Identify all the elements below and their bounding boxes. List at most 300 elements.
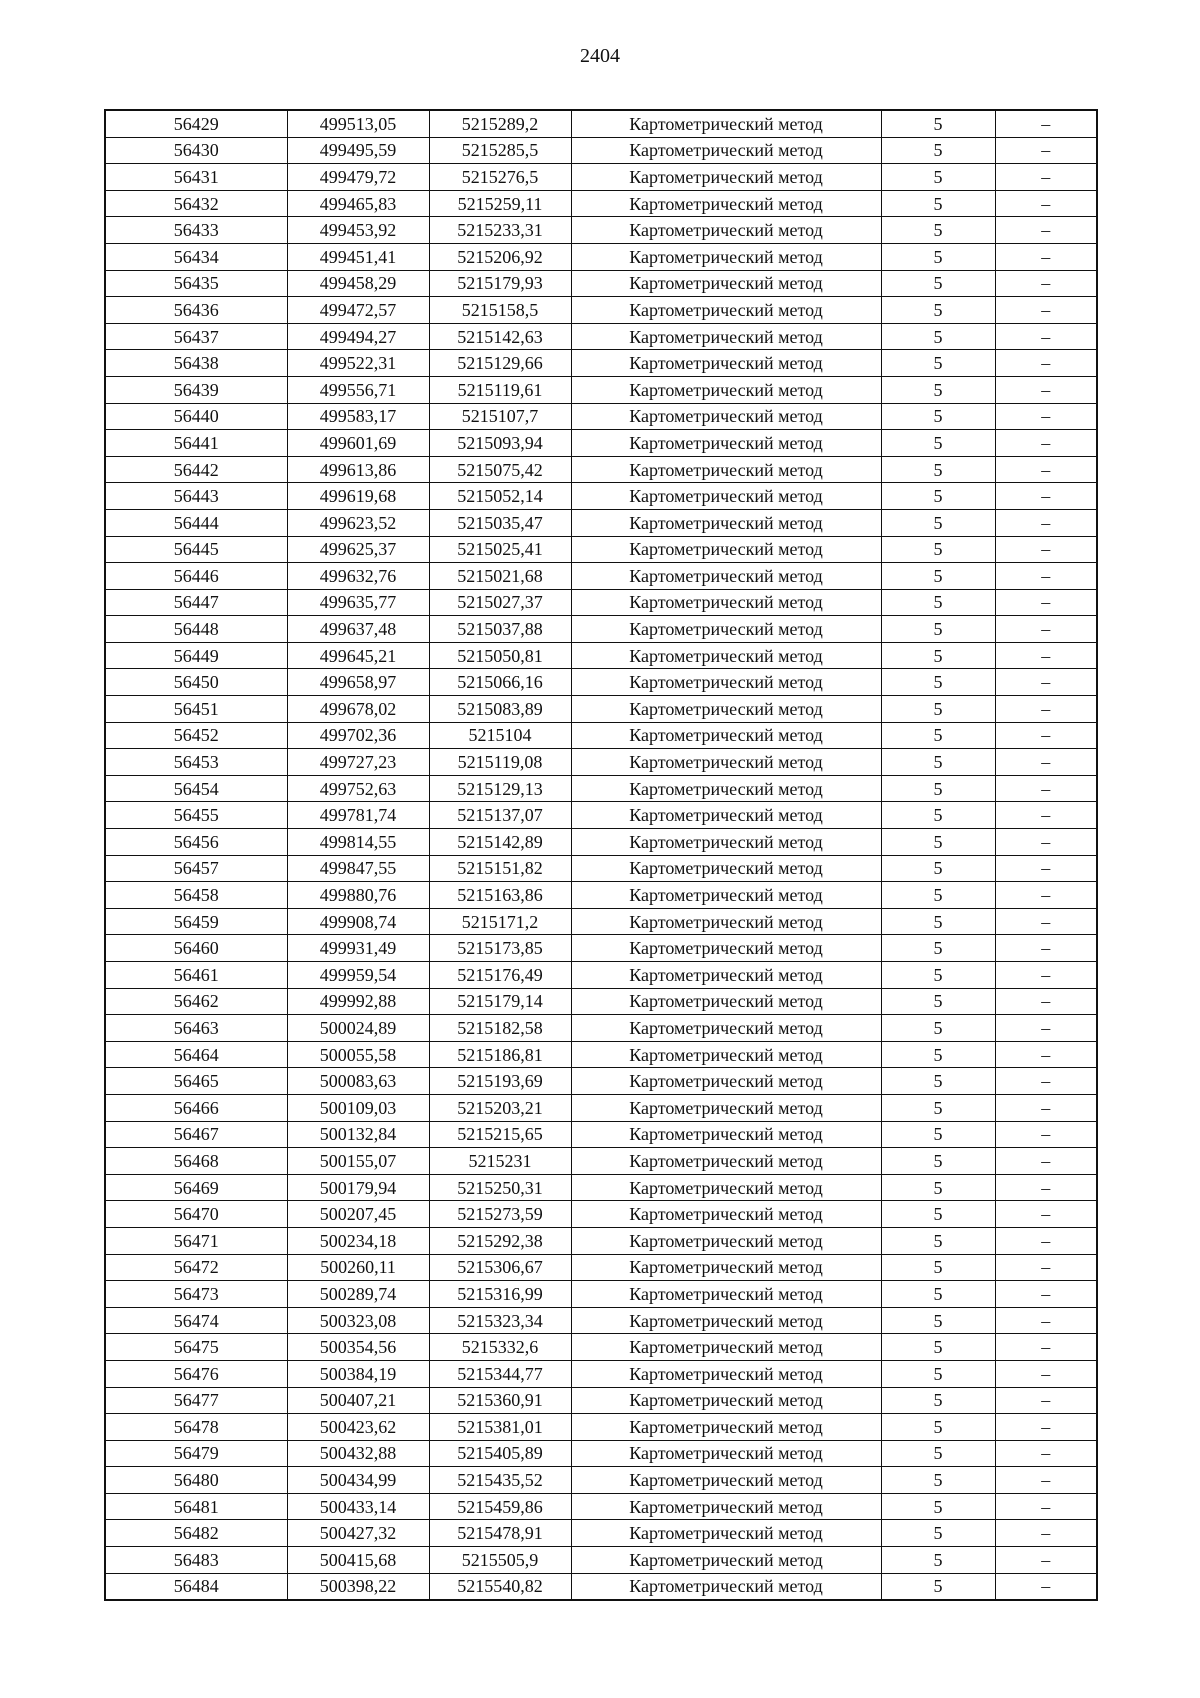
note-cell: – (995, 217, 1097, 244)
accuracy-cell: 5 (881, 829, 995, 856)
note-cell: – (995, 563, 1097, 590)
accuracy-cell: 5 (881, 1094, 995, 1121)
method-cell: Картометрический метод (571, 908, 881, 935)
note-cell: – (995, 1440, 1097, 1467)
accuracy-cell: 5 (881, 137, 995, 164)
table-row (105, 217, 1097, 244)
note-cell: – (995, 1360, 1097, 1387)
note-cell: – (995, 669, 1097, 696)
y-coordinate-cell: 5215171,2 (429, 908, 571, 935)
x-coordinate-cell: 499814,55 (287, 829, 429, 856)
note-cell: – (995, 110, 1097, 137)
accuracy-cell: 5 (881, 962, 995, 989)
accuracy-cell: 5 (881, 1174, 995, 1201)
point-number-cell: 56431 (105, 164, 287, 191)
x-coordinate-cell: 500427,32 (287, 1520, 429, 1547)
table-row (105, 1547, 1097, 1574)
table-row (105, 775, 1097, 802)
y-coordinate-cell: 5215137,07 (429, 802, 571, 829)
table-row (105, 164, 1097, 191)
accuracy-cell: 5 (881, 882, 995, 909)
note-cell: – (995, 749, 1097, 776)
y-coordinate-cell: 5215332,6 (429, 1334, 571, 1361)
x-coordinate-cell: 500432,88 (287, 1440, 429, 1467)
y-coordinate-cell: 5215027,37 (429, 589, 571, 616)
note-cell: – (995, 190, 1097, 217)
x-coordinate-cell: 499623,52 (287, 509, 429, 536)
method-cell: Картометрический метод (571, 1174, 881, 1201)
note-cell: – (995, 988, 1097, 1015)
accuracy-cell: 5 (881, 855, 995, 882)
method-cell: Картометрический метод (571, 988, 881, 1015)
accuracy-cell: 5 (881, 1121, 995, 1148)
table-row (105, 855, 1097, 882)
note-cell: – (995, 855, 1097, 882)
y-coordinate-cell: 5215037,88 (429, 616, 571, 643)
table-row (105, 1307, 1097, 1334)
y-coordinate-cell: 5215459,86 (429, 1493, 571, 1520)
method-cell: Картометрический метод (571, 855, 881, 882)
note-cell: – (995, 1493, 1097, 1520)
accuracy-cell: 5 (881, 616, 995, 643)
point-number-cell: 56462 (105, 988, 287, 1015)
point-number-cell: 56461 (105, 962, 287, 989)
point-number-cell: 56470 (105, 1201, 287, 1228)
x-coordinate-cell: 499495,59 (287, 137, 429, 164)
table-row (105, 190, 1097, 217)
y-coordinate-cell: 5215163,86 (429, 882, 571, 909)
point-number-cell: 56465 (105, 1068, 287, 1095)
point-number-cell: 56463 (105, 1015, 287, 1042)
accuracy-cell: 5 (881, 1015, 995, 1042)
note-cell: – (995, 1201, 1097, 1228)
x-coordinate-cell: 500289,74 (287, 1281, 429, 1308)
point-number-cell: 56457 (105, 855, 287, 882)
accuracy-cell: 5 (881, 775, 995, 802)
method-cell: Картометрический метод (571, 164, 881, 191)
point-number-cell: 56464 (105, 1041, 287, 1068)
table-row (105, 696, 1097, 723)
method-cell: Картометрический метод (571, 749, 881, 776)
method-cell: Картометрический метод (571, 483, 881, 510)
table-row (105, 110, 1097, 137)
y-coordinate-cell: 5215435,52 (429, 1467, 571, 1494)
point-number-cell: 56446 (105, 563, 287, 590)
point-number-cell: 56472 (105, 1254, 287, 1281)
y-coordinate-cell: 5215142,63 (429, 323, 571, 350)
y-coordinate-cell: 5215540,82 (429, 1573, 571, 1600)
table-row (105, 802, 1097, 829)
table-row (105, 509, 1097, 536)
method-cell: Картометрический метод (571, 350, 881, 377)
note-cell: – (995, 243, 1097, 270)
method-cell: Картометрический метод (571, 110, 881, 137)
point-number-cell: 56480 (105, 1467, 287, 1494)
x-coordinate-cell: 499453,92 (287, 217, 429, 244)
table-row (105, 270, 1097, 297)
y-coordinate-cell: 5215323,34 (429, 1307, 571, 1334)
accuracy-cell: 5 (881, 1041, 995, 1068)
x-coordinate-cell: 499908,74 (287, 908, 429, 935)
x-coordinate-cell: 499645,21 (287, 642, 429, 669)
x-coordinate-cell: 500323,08 (287, 1307, 429, 1334)
x-coordinate-cell: 500423,62 (287, 1414, 429, 1441)
accuracy-cell: 5 (881, 563, 995, 590)
point-number-cell: 56468 (105, 1148, 287, 1175)
y-coordinate-cell: 5215306,67 (429, 1254, 571, 1281)
table-row (105, 669, 1097, 696)
table-row (105, 483, 1097, 510)
point-number-cell: 56453 (105, 749, 287, 776)
accuracy-cell: 5 (881, 935, 995, 962)
x-coordinate-cell: 500407,21 (287, 1387, 429, 1414)
table-row (105, 1520, 1097, 1547)
y-coordinate-cell: 5215035,47 (429, 509, 571, 536)
x-coordinate-cell: 499479,72 (287, 164, 429, 191)
accuracy-cell: 5 (881, 536, 995, 563)
y-coordinate-cell: 5215050,81 (429, 642, 571, 669)
x-coordinate-cell: 500398,22 (287, 1573, 429, 1600)
table-row (105, 1121, 1097, 1148)
point-number-cell: 56438 (105, 350, 287, 377)
table-row (105, 1254, 1097, 1281)
note-cell: – (995, 1068, 1097, 1095)
accuracy-cell: 5 (881, 1201, 995, 1228)
accuracy-cell: 5 (881, 1360, 995, 1387)
method-cell: Картометрический метод (571, 403, 881, 430)
y-coordinate-cell: 5215259,11 (429, 190, 571, 217)
note-cell: – (995, 908, 1097, 935)
method-cell: Картометрический метод (571, 1440, 881, 1467)
table-row (105, 616, 1097, 643)
method-cell: Картометрический метод (571, 1334, 881, 1361)
point-number-cell: 56454 (105, 775, 287, 802)
note-cell: – (995, 1121, 1097, 1148)
y-coordinate-cell: 5215478,91 (429, 1520, 571, 1547)
note-cell: – (995, 536, 1097, 563)
note-cell: – (995, 962, 1097, 989)
accuracy-cell: 5 (881, 722, 995, 749)
note-cell: – (995, 403, 1097, 430)
point-number-cell: 56434 (105, 243, 287, 270)
accuracy-cell: 5 (881, 350, 995, 377)
table-row (105, 456, 1097, 483)
y-coordinate-cell: 5215316,99 (429, 1281, 571, 1308)
method-cell: Картометрический метод (571, 1227, 881, 1254)
x-coordinate-cell: 499625,37 (287, 536, 429, 563)
point-number-cell: 56455 (105, 802, 287, 829)
note-cell: – (995, 1254, 1097, 1281)
x-coordinate-cell: 500234,18 (287, 1227, 429, 1254)
note-cell: – (995, 722, 1097, 749)
accuracy-cell: 5 (881, 270, 995, 297)
method-cell: Картометрический метод (571, 563, 881, 590)
accuracy-cell: 5 (881, 1493, 995, 1520)
table-row (105, 243, 1097, 270)
y-coordinate-cell: 5215093,94 (429, 430, 571, 457)
y-coordinate-cell: 5215142,89 (429, 829, 571, 856)
accuracy-cell: 5 (881, 1414, 995, 1441)
table-row (105, 350, 1097, 377)
point-number-cell: 56481 (105, 1493, 287, 1520)
method-cell: Картометрический метод (571, 456, 881, 483)
method-cell: Картометрический метод (571, 589, 881, 616)
accuracy-cell: 5 (881, 988, 995, 1015)
method-cell: Картометрический метод (571, 935, 881, 962)
y-coordinate-cell: 5215292,38 (429, 1227, 571, 1254)
point-number-cell: 56433 (105, 217, 287, 244)
y-coordinate-cell: 5215250,31 (429, 1174, 571, 1201)
table-row (105, 1174, 1097, 1201)
method-cell: Картометрический метод (571, 217, 881, 244)
point-number-cell: 56440 (105, 403, 287, 430)
accuracy-cell: 5 (881, 802, 995, 829)
x-coordinate-cell: 500083,63 (287, 1068, 429, 1095)
point-number-cell: 56466 (105, 1094, 287, 1121)
accuracy-cell: 5 (881, 1068, 995, 1095)
table-row (105, 1094, 1097, 1121)
y-coordinate-cell: 5215151,82 (429, 855, 571, 882)
method-cell: Картометрический метод (571, 802, 881, 829)
y-coordinate-cell: 5215206,92 (429, 243, 571, 270)
method-cell: Картометрический метод (571, 1121, 881, 1148)
point-number-cell: 56437 (105, 323, 287, 350)
y-coordinate-cell: 5215129,13 (429, 775, 571, 802)
method-cell: Картометрический метод (571, 1547, 881, 1574)
method-cell: Картометрический метод (571, 1015, 881, 1042)
x-coordinate-cell: 499880,76 (287, 882, 429, 909)
accuracy-cell: 5 (881, 1520, 995, 1547)
method-cell: Картометрический метод (571, 1068, 881, 1095)
point-number-cell: 56432 (105, 190, 287, 217)
note-cell: – (995, 616, 1097, 643)
point-number-cell: 56469 (105, 1174, 287, 1201)
note-cell: – (995, 696, 1097, 723)
y-coordinate-cell: 5215285,5 (429, 137, 571, 164)
method-cell: Картометрический метод (571, 430, 881, 457)
accuracy-cell: 5 (881, 696, 995, 723)
method-cell: Картометрический метод (571, 882, 881, 909)
accuracy-cell: 5 (881, 1148, 995, 1175)
point-number-cell: 56459 (105, 908, 287, 935)
note-cell: – (995, 137, 1097, 164)
note-cell: – (995, 456, 1097, 483)
method-cell: Картометрический метод (571, 1148, 881, 1175)
x-coordinate-cell: 499635,77 (287, 589, 429, 616)
table-row (105, 882, 1097, 909)
note-cell: – (995, 1573, 1097, 1600)
point-number-cell: 56429 (105, 110, 287, 137)
x-coordinate-cell: 499727,23 (287, 749, 429, 776)
accuracy-cell: 5 (881, 1281, 995, 1308)
point-number-cell: 56439 (105, 376, 287, 403)
method-cell: Картометрический метод (571, 137, 881, 164)
accuracy-cell: 5 (881, 323, 995, 350)
table-row (105, 297, 1097, 324)
note-cell: – (995, 483, 1097, 510)
table-row (105, 1414, 1097, 1441)
x-coordinate-cell: 499632,76 (287, 563, 429, 590)
y-coordinate-cell: 5215158,5 (429, 297, 571, 324)
point-number-cell: 56456 (105, 829, 287, 856)
table-row (105, 430, 1097, 457)
x-coordinate-cell: 499613,86 (287, 456, 429, 483)
method-cell: Картометрический метод (571, 190, 881, 217)
method-cell: Картометрический метод (571, 1573, 881, 1600)
y-coordinate-cell: 5215186,81 (429, 1041, 571, 1068)
point-number-cell: 56476 (105, 1360, 287, 1387)
note-cell: – (995, 829, 1097, 856)
table-row (105, 1201, 1097, 1228)
method-cell: Картометрический метод (571, 1520, 881, 1547)
accuracy-cell: 5 (881, 403, 995, 430)
x-coordinate-cell: 499658,97 (287, 669, 429, 696)
method-cell: Картометрический метод (571, 1094, 881, 1121)
note-cell: – (995, 802, 1097, 829)
point-number-cell: 56435 (105, 270, 287, 297)
note-cell: – (995, 1094, 1097, 1121)
note-cell: – (995, 1387, 1097, 1414)
point-number-cell: 56475 (105, 1334, 287, 1361)
point-number-cell: 56471 (105, 1227, 287, 1254)
y-coordinate-cell: 5215381,01 (429, 1414, 571, 1441)
table-row (105, 935, 1097, 962)
note-cell: – (995, 1467, 1097, 1494)
method-cell: Картометрический метод (571, 722, 881, 749)
point-number-cell: 56477 (105, 1387, 287, 1414)
y-coordinate-cell: 5215193,69 (429, 1068, 571, 1095)
x-coordinate-cell: 499472,57 (287, 297, 429, 324)
method-cell: Картометрический метод (571, 1281, 881, 1308)
accuracy-cell: 5 (881, 217, 995, 244)
x-coordinate-cell: 499619,68 (287, 483, 429, 510)
y-coordinate-cell: 5215083,89 (429, 696, 571, 723)
x-coordinate-cell: 500155,07 (287, 1148, 429, 1175)
point-number-cell: 56452 (105, 722, 287, 749)
coordinates-table (104, 109, 1098, 1601)
note-cell: – (995, 350, 1097, 377)
table-row (105, 749, 1097, 776)
table-row (105, 1281, 1097, 1308)
x-coordinate-cell: 500132,84 (287, 1121, 429, 1148)
x-coordinate-cell: 499847,55 (287, 855, 429, 882)
note-cell: – (995, 1520, 1097, 1547)
x-coordinate-cell: 499494,27 (287, 323, 429, 350)
method-cell: Картометрический метод (571, 616, 881, 643)
point-number-cell: 56484 (105, 1573, 287, 1600)
y-coordinate-cell: 5215021,68 (429, 563, 571, 590)
y-coordinate-cell: 5215276,5 (429, 164, 571, 191)
note-cell: – (995, 589, 1097, 616)
method-cell: Картометрический метод (571, 243, 881, 270)
y-coordinate-cell: 5215025,41 (429, 536, 571, 563)
accuracy-cell: 5 (881, 376, 995, 403)
x-coordinate-cell: 499465,83 (287, 190, 429, 217)
accuracy-cell: 5 (881, 1467, 995, 1494)
point-number-cell: 56483 (105, 1547, 287, 1574)
note-cell: – (995, 1227, 1097, 1254)
method-cell: Картометрический метод (571, 509, 881, 536)
accuracy-cell: 5 (881, 110, 995, 137)
point-number-cell: 56449 (105, 642, 287, 669)
table-row (105, 1387, 1097, 1414)
x-coordinate-cell: 499522,31 (287, 350, 429, 377)
x-coordinate-cell: 500415,68 (287, 1547, 429, 1574)
accuracy-cell: 5 (881, 749, 995, 776)
note-cell: – (995, 1414, 1097, 1441)
x-coordinate-cell: 500433,14 (287, 1493, 429, 1520)
note-cell: – (995, 1281, 1097, 1308)
point-number-cell: 56448 (105, 616, 287, 643)
method-cell: Картометрический метод (571, 829, 881, 856)
method-cell: Картометрический метод (571, 669, 881, 696)
point-number-cell: 56450 (105, 669, 287, 696)
point-number-cell: 56482 (105, 1520, 287, 1547)
y-coordinate-cell: 5215119,08 (429, 749, 571, 776)
method-cell: Картометрический метод (571, 1414, 881, 1441)
table-row (105, 1068, 1097, 1095)
y-coordinate-cell: 5215231 (429, 1148, 571, 1175)
table-row (105, 403, 1097, 430)
accuracy-cell: 5 (881, 1573, 995, 1600)
x-coordinate-cell: 500024,89 (287, 1015, 429, 1042)
y-coordinate-cell: 5215360,91 (429, 1387, 571, 1414)
note-cell: – (995, 935, 1097, 962)
method-cell: Картометрический метод (571, 1201, 881, 1228)
table-row (105, 1334, 1097, 1361)
method-cell: Картометрический метод (571, 376, 881, 403)
y-coordinate-cell: 5215066,16 (429, 669, 571, 696)
table-row (105, 908, 1097, 935)
y-coordinate-cell: 5215179,14 (429, 988, 571, 1015)
y-coordinate-cell: 5215215,65 (429, 1121, 571, 1148)
table-row (105, 1360, 1097, 1387)
coordinates-table-body (105, 110, 1097, 1600)
x-coordinate-cell: 500384,19 (287, 1360, 429, 1387)
accuracy-cell: 5 (881, 456, 995, 483)
accuracy-cell: 5 (881, 1387, 995, 1414)
table-row (105, 1573, 1097, 1600)
x-coordinate-cell: 499583,17 (287, 403, 429, 430)
method-cell: Картометрический метод (571, 1307, 881, 1334)
method-cell: Картометрический метод (571, 962, 881, 989)
method-cell: Картометрический метод (571, 1254, 881, 1281)
accuracy-cell: 5 (881, 908, 995, 935)
x-coordinate-cell: 500055,58 (287, 1041, 429, 1068)
note-cell: – (995, 1041, 1097, 1068)
x-coordinate-cell: 499702,36 (287, 722, 429, 749)
x-coordinate-cell: 499451,41 (287, 243, 429, 270)
y-coordinate-cell: 5215176,49 (429, 962, 571, 989)
y-coordinate-cell: 5215179,93 (429, 270, 571, 297)
accuracy-cell: 5 (881, 1440, 995, 1467)
point-number-cell: 56442 (105, 456, 287, 483)
table-row (105, 642, 1097, 669)
y-coordinate-cell: 5215129,66 (429, 350, 571, 377)
point-number-cell: 56445 (105, 536, 287, 563)
x-coordinate-cell: 499513,05 (287, 110, 429, 137)
point-number-cell: 56460 (105, 935, 287, 962)
x-coordinate-cell: 499678,02 (287, 696, 429, 723)
accuracy-cell: 5 (881, 430, 995, 457)
y-coordinate-cell: 5215173,85 (429, 935, 571, 962)
y-coordinate-cell: 5215405,89 (429, 1440, 571, 1467)
method-cell: Картометрический метод (571, 1387, 881, 1414)
point-number-cell: 56458 (105, 882, 287, 909)
table-row (105, 137, 1097, 164)
note-cell: – (995, 323, 1097, 350)
accuracy-cell: 5 (881, 483, 995, 510)
